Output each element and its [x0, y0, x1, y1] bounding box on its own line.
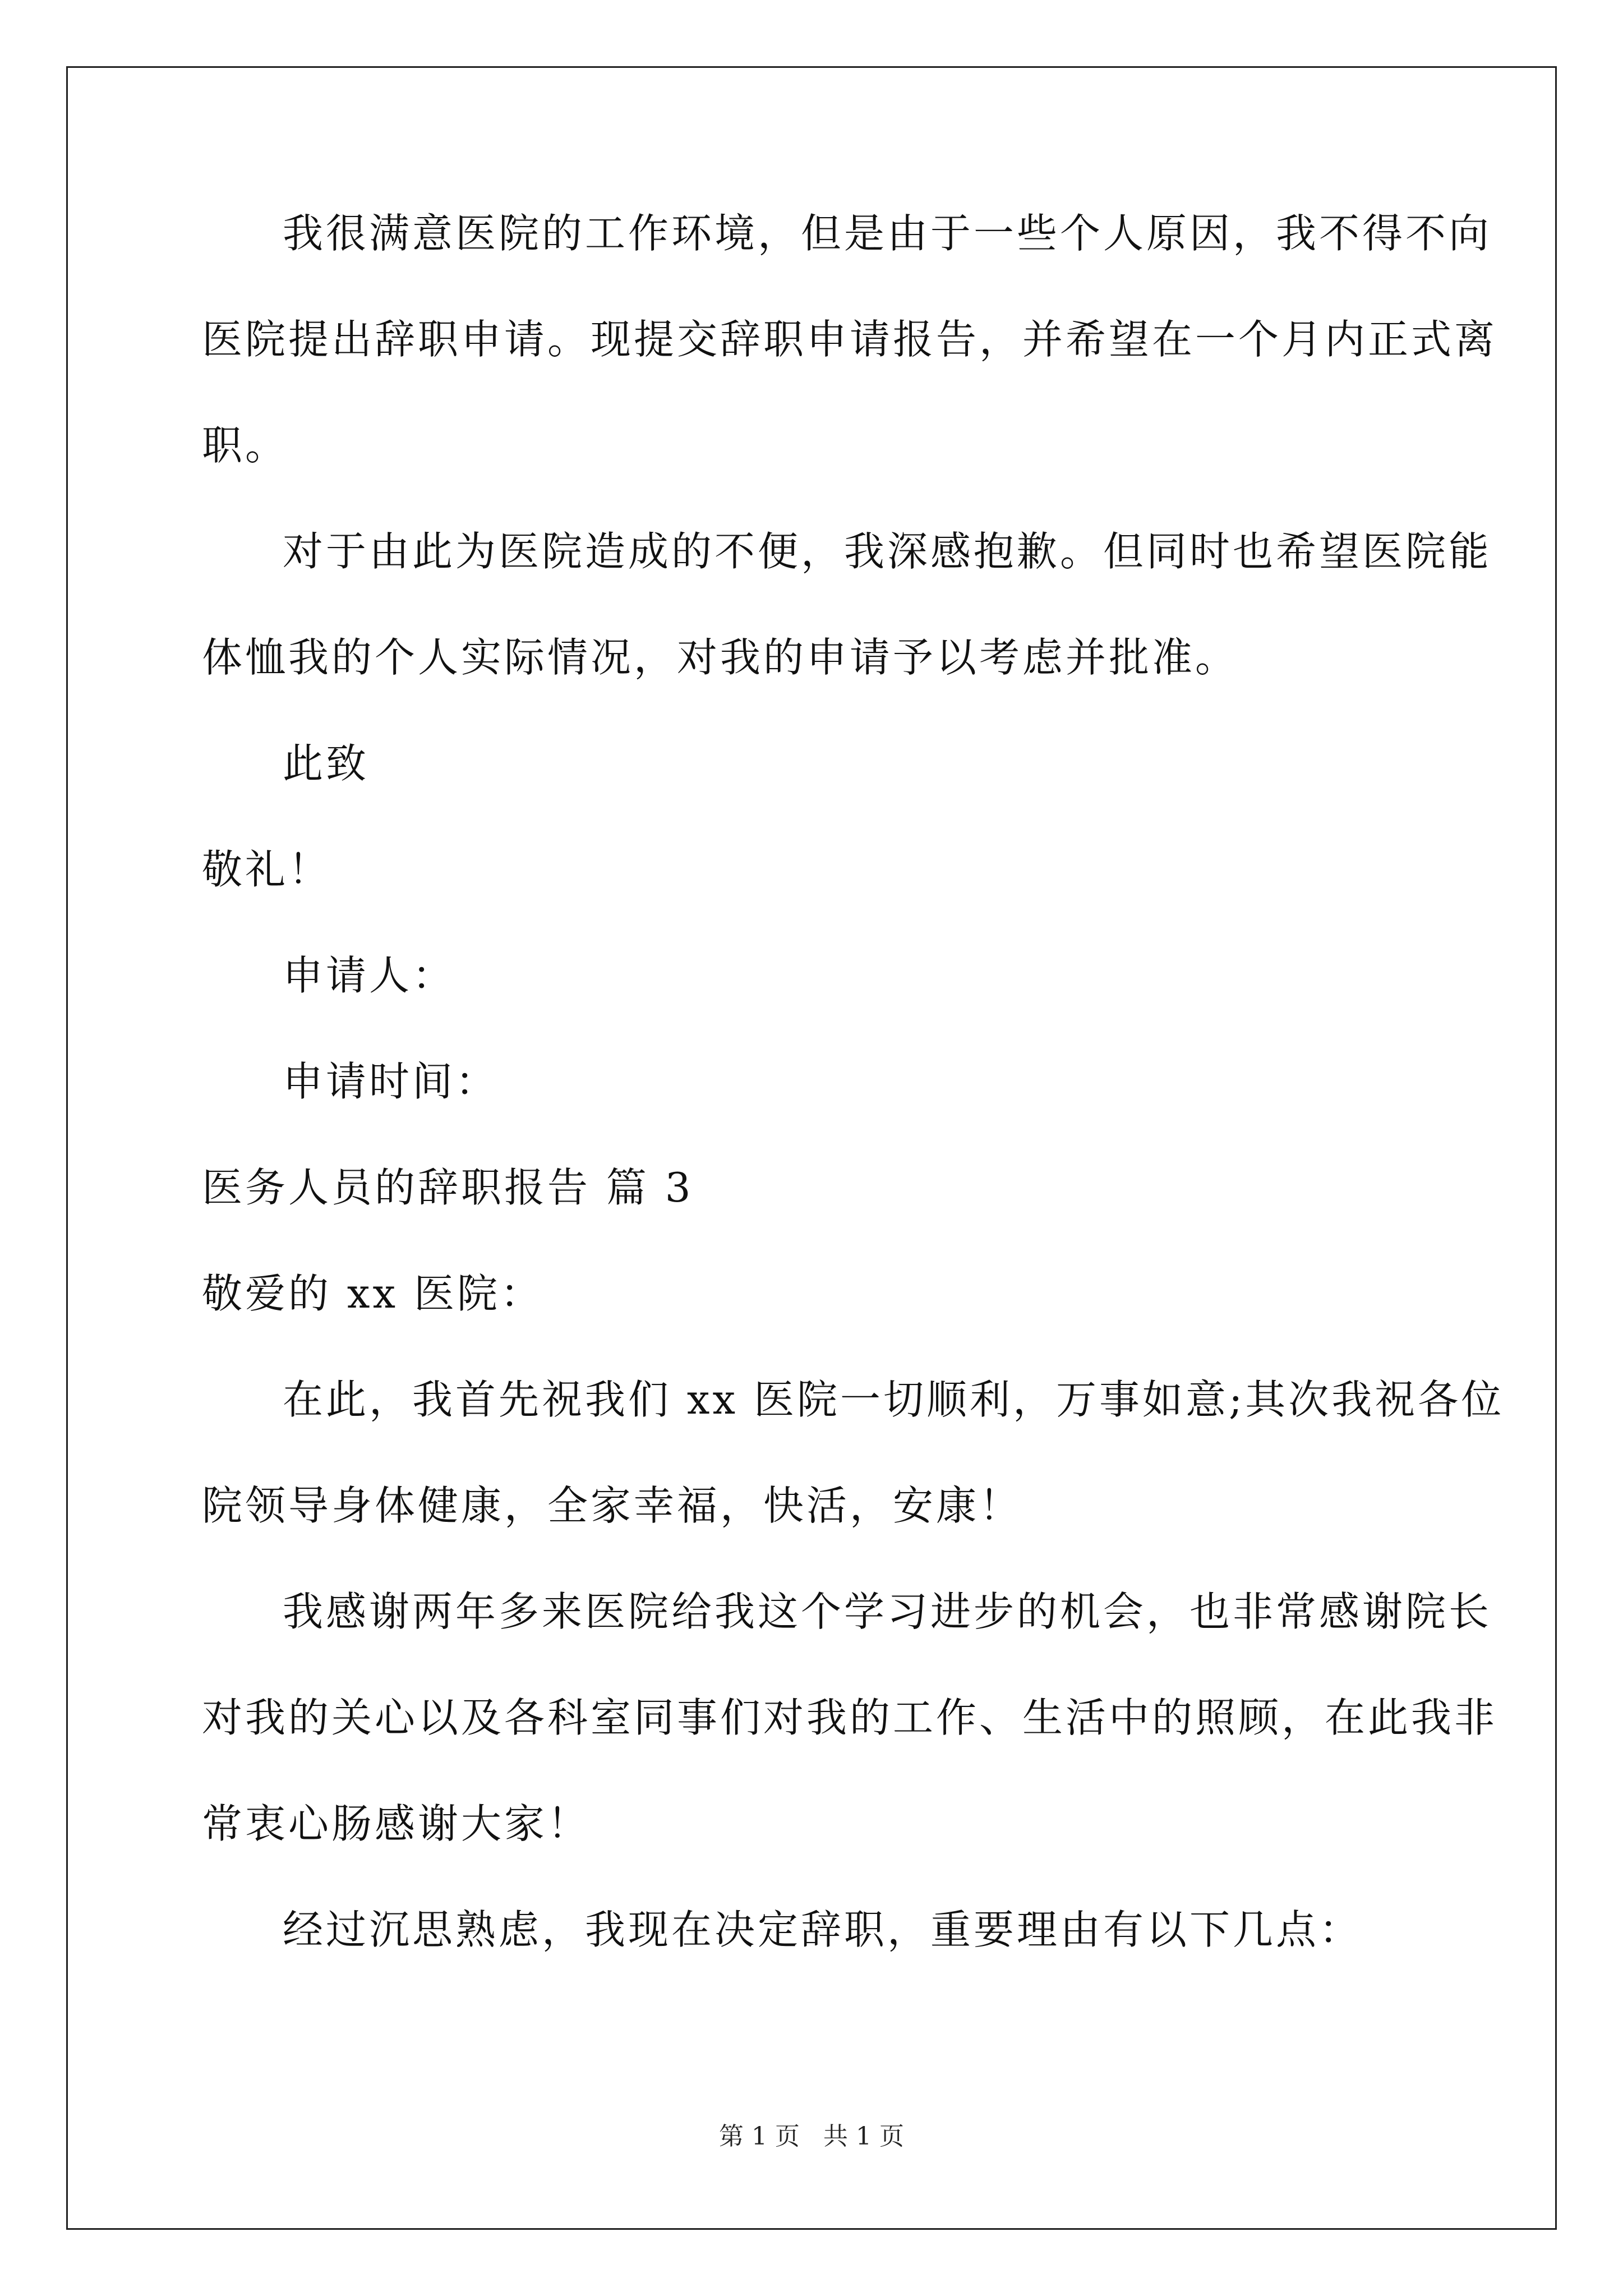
closing-salutation: 此致 [283, 740, 370, 787]
letter-greeting: 敬爱的 xx 医院： [202, 1270, 543, 1317]
page-footer [0, 2124, 1623, 2149]
page-border [66, 66, 1557, 2230]
paragraph-line-9: 对我的关心以及各科室同事们对我的工作、生活中的照顾，在此我非 [202, 1694, 1498, 1741]
application-date-label: 申请时间： [283, 1058, 499, 1105]
paragraph-line-10: 常衷心肠感谢大家！ [202, 1800, 591, 1847]
page-number-current: 第 1 页 [719, 2122, 800, 2151]
paragraph-line-1: 我很满意医院的工作环境，但是由于一些个人原因，我不得不向 [283, 210, 1492, 257]
paragraph-line-3: 职。 [202, 422, 289, 469]
paragraph-line-4: 对于由此为医院造成的不便，我深感抱歉。但同时也希望医院能 [283, 528, 1492, 575]
paragraph-line-7: 院领导身体健康，全家幸福，快活，安康！ [202, 1482, 1023, 1529]
paragraph-line-11: 经过沉思熟虑，我现在决定辞职，重要理由有以下几点： [283, 1906, 1363, 1953]
section-heading: 医务人员的辞职报告 篇 3 [202, 1164, 694, 1211]
page-number-total: 共 1 页 [823, 2122, 904, 2151]
paragraph-line-5: 体恤我的个人实际情况，对我的申请予以考虑并批准。 [202, 634, 1239, 681]
paragraph-line-8: 我感谢两年多来医院给我这个学习进步的机会，也非常感谢院长 [283, 1588, 1492, 1635]
paragraph-line-6: 在此，我首先祝我们 xx 医院一切顺利，万事如意;其次我祝各位 [283, 1376, 1505, 1423]
closing-respect: 敬礼！ [202, 846, 332, 893]
applicant-label: 申请人： [283, 952, 456, 999]
paragraph-line-2: 医院提出辞职申请。现提交辞职申请报告，并希望在一个月内正式离 [202, 316, 1498, 363]
